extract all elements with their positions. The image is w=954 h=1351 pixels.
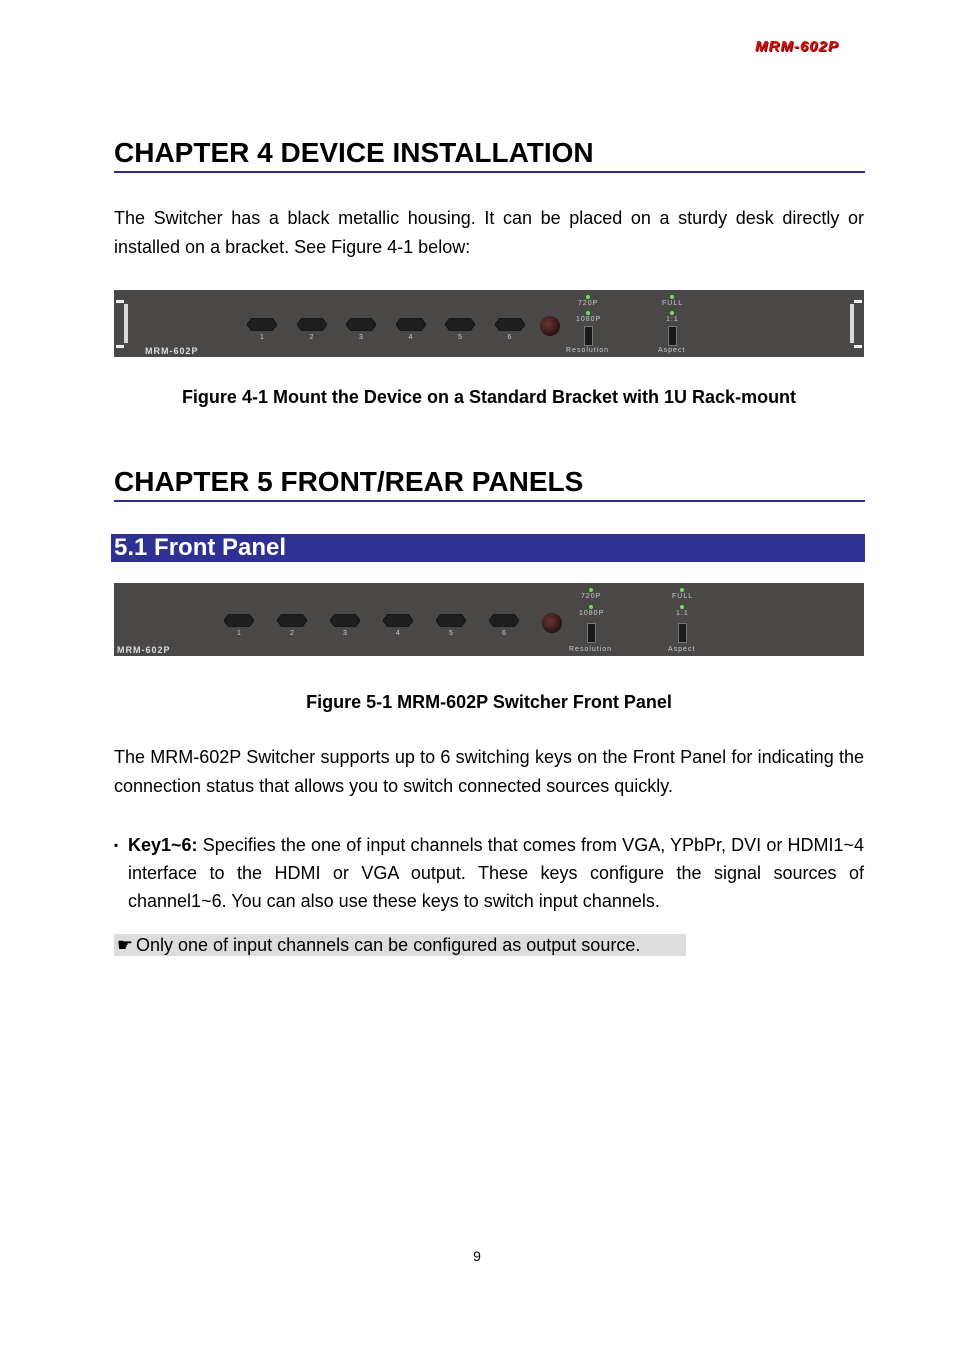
resolution-caption: Resolution [566,347,610,354]
resolution-720p-label: 720P [581,593,602,600]
key-bullet-item [114,831,864,915]
panel-model-label: MRM-602P [117,645,171,655]
resolution-switch [587,623,596,643]
panel-model-label: MRM-602P [145,346,199,356]
resolution-led-top [586,295,590,299]
chapter-5-paragraph: The MRM-602P Switcher supports up to 6 switching keys on the Front Panel for indicating the connection status that allows you to switch connected sources quickly. [114,747,864,796]
panel-key-icon [224,614,254,627]
header-brand: MRM-602P [755,38,839,55]
panel-key-icon [396,318,426,331]
chapter-4-paragraph: The Switcher has a black metallic housing. It can be placed on a sturdy desk directly or installed on a bracket. See Figure 4-1 below: [114,208,864,257]
rack-ear-screw-br [854,345,862,348]
aspect-full-label: FULL [672,593,694,600]
panel-key-icon [297,318,327,331]
resolution-led-top [589,588,593,592]
note-box [114,934,686,956]
panel-ir-sensor [542,613,562,633]
aspect-full-label: FULL [662,300,684,307]
panel-key-number: 3 [343,630,347,637]
panel-key-icon [495,318,525,331]
rack-ear-left [124,304,128,343]
panel-key-number: 2 [309,334,314,341]
page-number: 9 [473,1248,481,1264]
bullet-description: Specifies the one of input channels that comes from VGA, YPbPr, DVI or HDMI1~4 interface to the HDMI or VGA output. These keys configure the signal sources of channel1~6. You can also use these keys to switch input channels. [128,835,864,911]
resolution-led-bottom [589,605,593,609]
panel-key-number: 4 [408,334,413,341]
panel-ir-sensor [540,316,560,336]
aspect-led-bottom [670,311,674,315]
aspect-ratio-label: 1:1 [666,316,679,323]
resolution-led-bottom [586,311,590,315]
panel-key-icon [247,318,277,331]
resolution-caption: Resolution [569,646,613,653]
aspect-switch [678,623,687,643]
rack-ear-screw-tl [116,300,124,303]
rack-mount-panel-figure [114,290,864,357]
pointing-hand-icon: ☛ [116,935,134,955]
front-panel-figure [114,583,864,656]
chapter-4-title: CHAPTER 4 DEVICE INSTALLATION [114,137,865,173]
note-text: Only one of input channels can be configured as output source. [136,935,641,955]
rack-ear-screw-tr [854,300,862,303]
panel-key-number: 3 [359,334,363,341]
bullet-text [128,831,864,915]
panel-key-number: 6 [507,334,512,341]
panel-key-number: 1 [237,630,241,637]
panel-key-number: 4 [396,630,400,637]
rack-ear-right [850,304,854,343]
bullet-mark: ▪ [114,838,119,852]
aspect-switch [668,326,677,346]
section-5-1-title: 5.1 Front Panel [111,534,865,562]
panel-key-icon [383,614,413,627]
aspect-caption: Aspect [658,347,686,354]
figure-5-1-caption: Figure 5-1 MRM-602P Switcher Front Panel [306,692,672,712]
resolution-1080p-label: 1080P [579,610,605,617]
resolution-720p-label: 720P [578,300,599,307]
panel-key-number: 1 [260,334,264,341]
panel-key-icon [489,614,519,627]
panel-key-icon [277,614,307,627]
aspect-caption: Aspect [668,646,696,653]
bullet-term: Key1~6: [128,835,198,855]
panel-key-icon [330,614,360,627]
aspect-led-top [680,588,684,592]
chapter-5-title: CHAPTER 5 FRONT/REAR PANELS [114,466,865,502]
aspect-led-bottom [680,605,684,609]
panel-key-number: 6 [502,630,506,637]
aspect-led-top [670,295,674,299]
resolution-1080p-label: 1080P [576,316,602,323]
panel-key-icon [436,614,466,627]
aspect-ratio-label: 1:1 [676,610,689,617]
panel-key-number: 2 [290,630,294,637]
panel-key-number: 5 [449,630,453,637]
panel-key-number: 5 [458,334,462,341]
panel-key-icon [346,318,376,331]
rack-ear-screw-bl [116,345,124,348]
figure-4-1-caption: Figure 4-1 Mount the Device on a Standard Bracket with 1U Rack-mount [181,387,797,407]
resolution-switch [584,326,593,346]
panel-key-icon [445,318,475,331]
